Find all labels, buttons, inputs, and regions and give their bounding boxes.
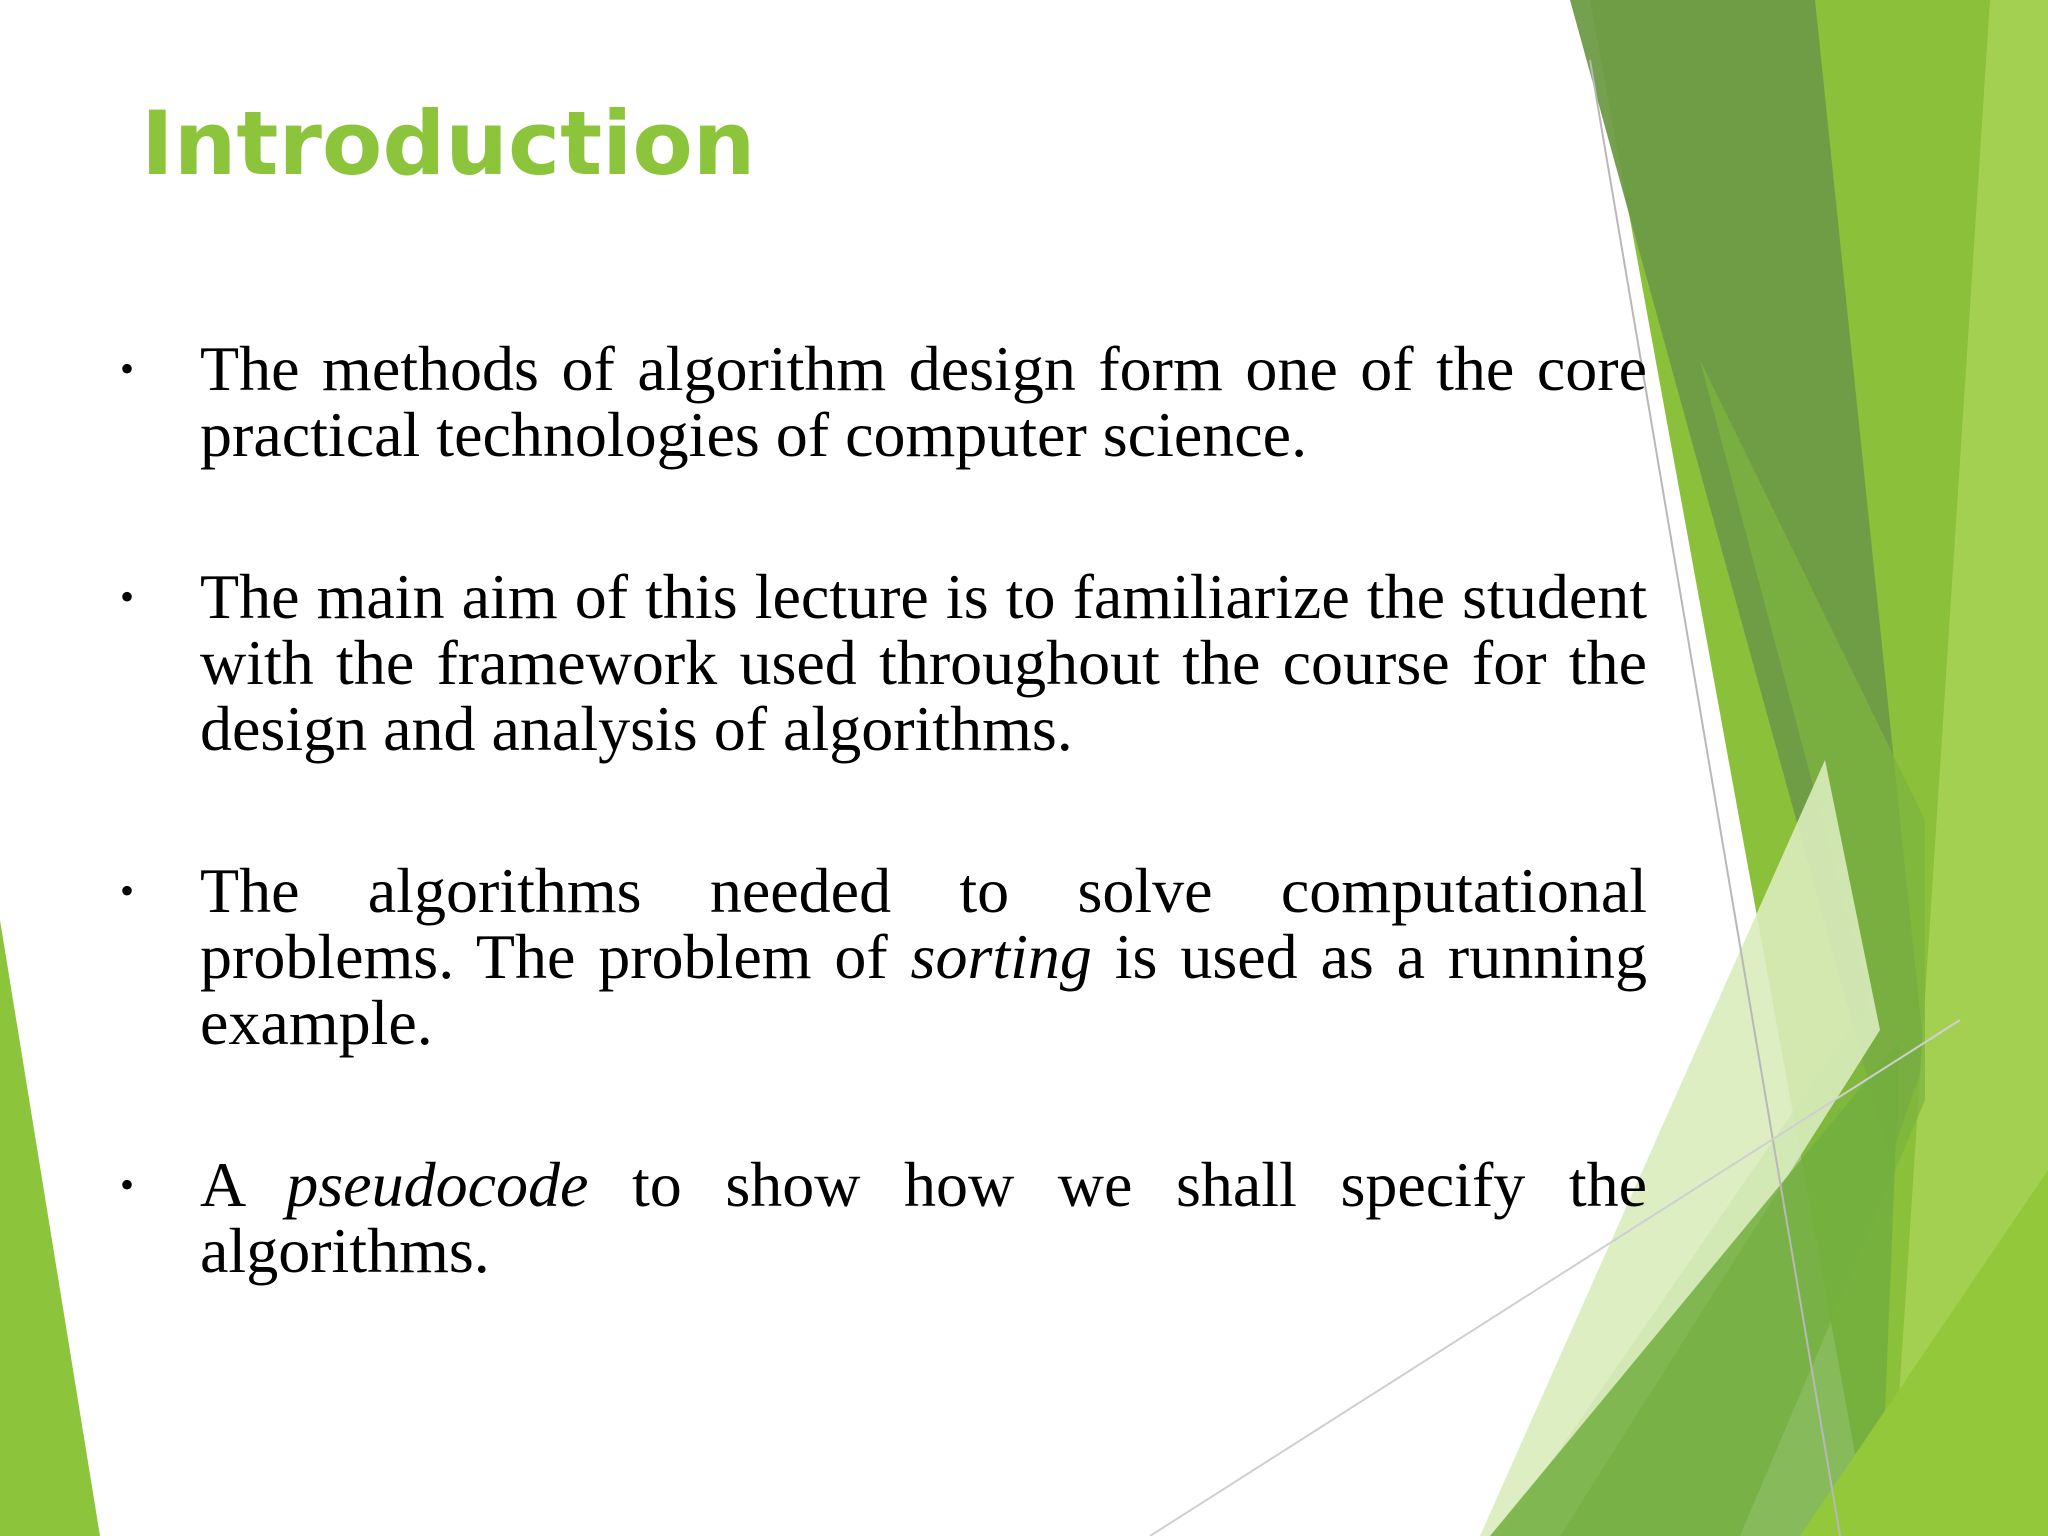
list-item <box>120 1149 1648 1286</box>
bullet-dot: • <box>120 1162 135 1207</box>
list-item <box>120 561 1647 764</box>
slide-title: Introduction <box>141 92 756 195</box>
bullet-dot: • <box>120 346 135 391</box>
bullet-text-before: The algorithms needed to solve computational problems. The problem of <box>200 855 1647 992</box>
bullet-text-after: is used as a running example. <box>200 921 1648 1058</box>
bullet-list <box>120 333 1648 1380</box>
bullet-text: The main aim of this lecture is to familiarize the student with the framework used throughout the course for the design and analysis of algorithms. <box>200 561 1647 764</box>
bullet-dot: • <box>120 868 135 913</box>
bullet-dot: • <box>120 574 135 619</box>
list-item <box>120 855 1648 1058</box>
list-item <box>120 333 1647 470</box>
bullet-text-before: A <box>200 1149 287 1220</box>
bullet-text-after: to show how we shall specify the algorithms. <box>200 1149 1648 1286</box>
left-green-shape <box>0 920 100 1536</box>
bullet-text-emphasis: pseudocode <box>286 1149 589 1220</box>
bullet-text-emphasis: sorting <box>910 921 1092 992</box>
bullet-text: The methods of algorithm design form one of the core practical technologies of computer science. <box>200 333 1647 470</box>
